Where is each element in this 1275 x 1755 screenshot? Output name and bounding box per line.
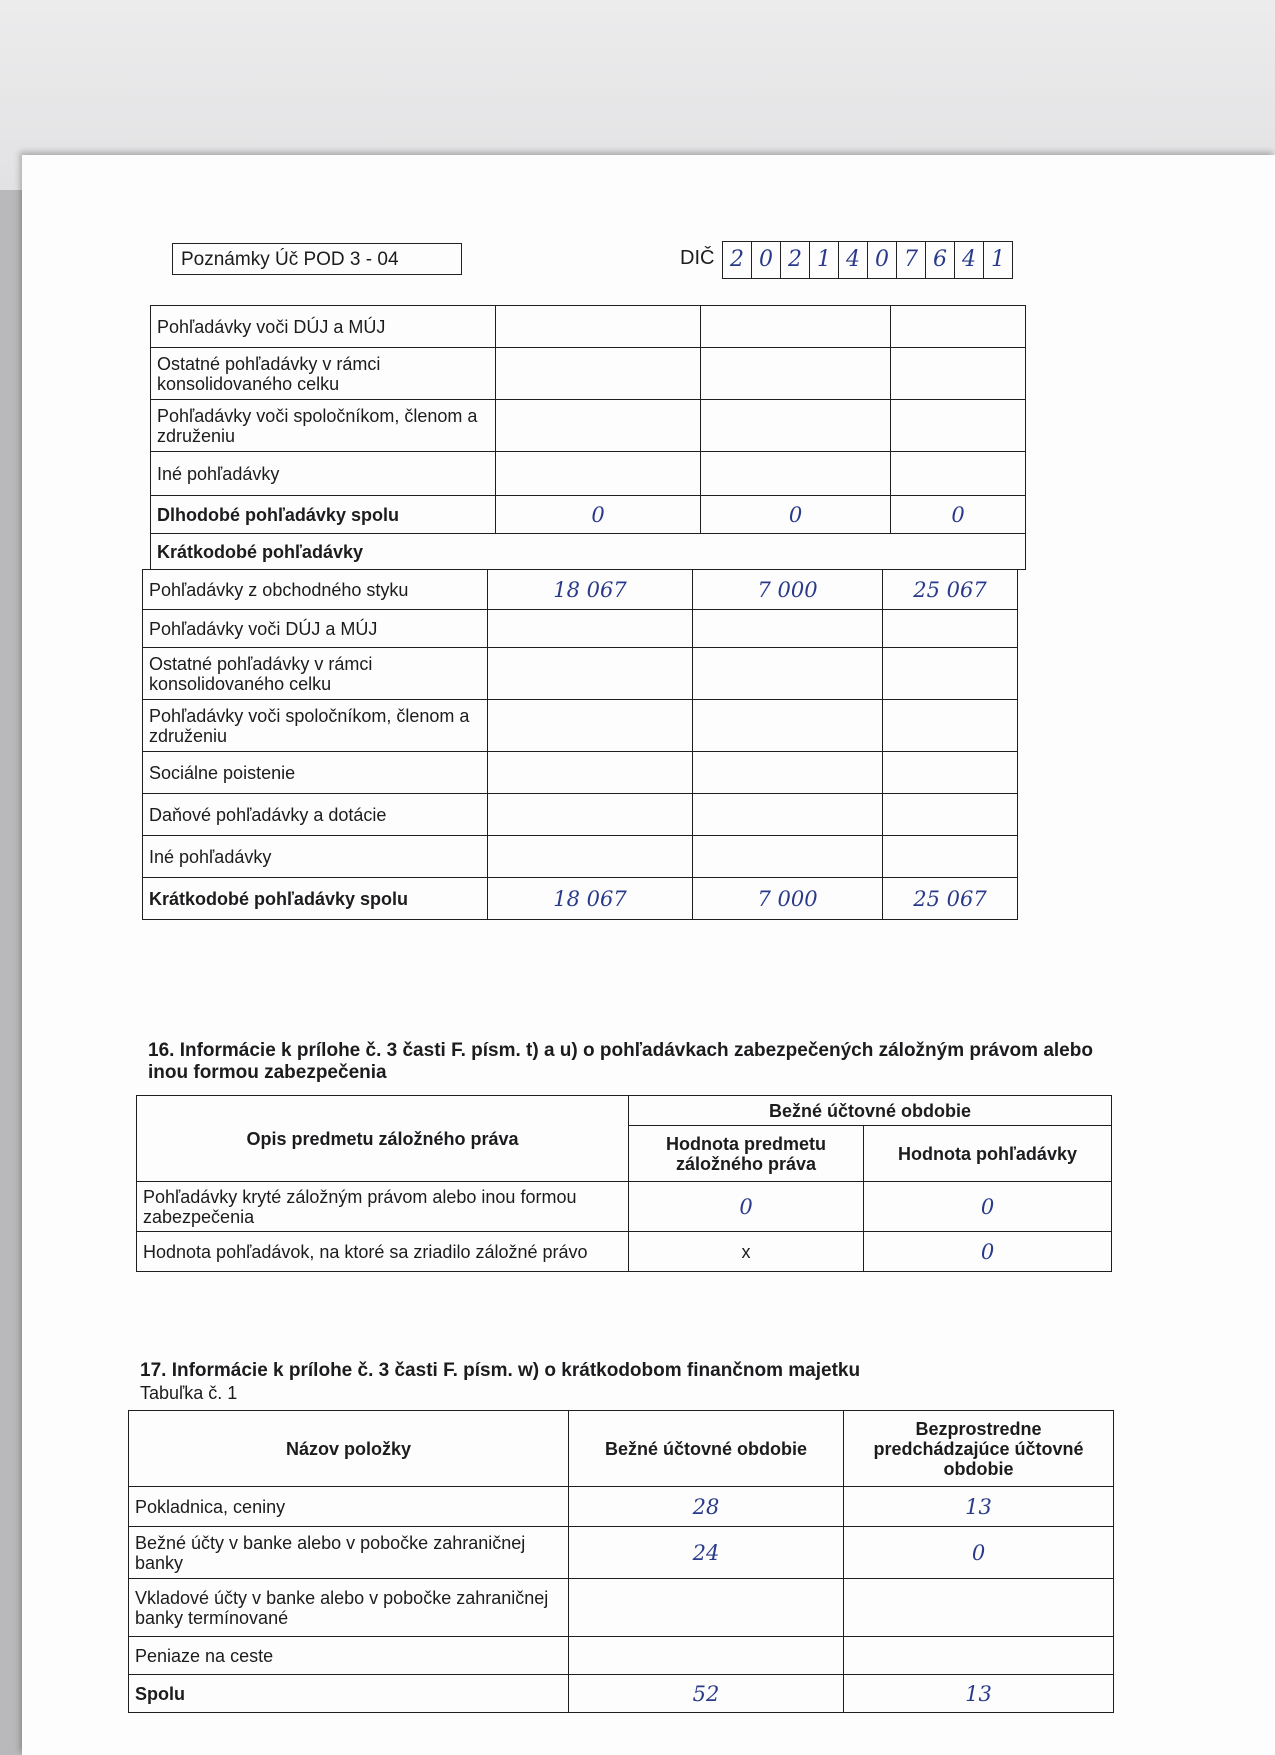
- row-label: Sociálne poistenie: [143, 752, 488, 794]
- value-cell: 25 067: [883, 878, 1018, 920]
- header-cell: Hodnota predmetu záložného práva: [629, 1126, 864, 1182]
- value-cell: [693, 836, 883, 878]
- value-cell: 7 000: [693, 878, 883, 920]
- section-16-title: 16. Informácie k prílohe č. 3 časti F. písm. t) a u) o pohľadávkach zabezpečených záložným právom alebo inou formou zabezpečenia: [148, 1040, 1093, 1083]
- dic-digit: 0: [868, 242, 897, 278]
- table-row: [143, 648, 1018, 700]
- section-17-table: [128, 1410, 1114, 1713]
- value-cell: 0: [629, 1182, 864, 1232]
- dic-digit: 1: [991, 247, 1005, 272]
- short-term-receivables-table: [142, 569, 1018, 920]
- table-row: [151, 452, 1026, 496]
- table-row: [137, 1232, 1112, 1272]
- row-label: Hodnota pohľadávok, na ktoré sa zriadilo záložné právo: [137, 1232, 629, 1272]
- table-header-row: [129, 1411, 1114, 1487]
- value-cell: [844, 1579, 1114, 1637]
- value-cell: [891, 306, 1026, 348]
- table-row: [137, 1182, 1112, 1232]
- table-row: [143, 610, 1018, 648]
- dic-digit: 1: [810, 242, 839, 278]
- value-cell: [883, 610, 1018, 648]
- value-cell: [693, 794, 883, 836]
- value-cell: [891, 400, 1026, 452]
- dic-field: [722, 241, 1013, 279]
- value-cell: [701, 400, 891, 452]
- table-row: [143, 836, 1018, 878]
- table-row: [143, 570, 1018, 610]
- dic-digit: 7: [897, 242, 926, 278]
- row-label: Krátkodobé pohľadávky spolu: [143, 878, 488, 920]
- value-cell: [891, 348, 1026, 400]
- value-cell: 0: [864, 1182, 1112, 1232]
- row-label: Spolu: [129, 1675, 569, 1713]
- value-cell: [701, 348, 891, 400]
- header-cell: Opis predmetu záložného práva: [137, 1096, 629, 1182]
- table-row: [143, 794, 1018, 836]
- value-cell: [693, 648, 883, 700]
- row-label: Vkladové účty v banke alebo v pobočke zahraničnej banky termínované: [129, 1579, 569, 1637]
- dic-digit: 6: [926, 242, 955, 278]
- value-cell: [569, 1637, 844, 1675]
- row-label: Daňové pohľadávky a dotácie: [143, 794, 488, 836]
- table-row-total: [151, 496, 1026, 534]
- value-cell: 0: [844, 1527, 1114, 1579]
- dic-digit: 2: [723, 242, 752, 278]
- value-cell: [569, 1579, 844, 1637]
- row-label: Pohľadávky voči DÚJ a MÚJ: [151, 306, 496, 348]
- table-row: [129, 1579, 1114, 1637]
- header-cell: Bežné účtovné obdobie: [569, 1411, 844, 1487]
- value-cell: [488, 648, 693, 700]
- dic-digit: 0: [752, 242, 781, 278]
- row-label: Pohľadávky voči DÚJ a MÚJ: [143, 610, 488, 648]
- table-section-header: [151, 534, 1026, 570]
- row-label: Pokladnica, ceniny: [129, 1487, 569, 1527]
- row-label: Bežné účty v banke alebo v pobočke zahraničnej banky: [129, 1527, 569, 1579]
- value-cell: 0: [864, 1232, 1112, 1272]
- section-17-subtitle: Tabuľka č. 1: [140, 1383, 238, 1403]
- value-cell: [844, 1637, 1114, 1675]
- table-header-row: [137, 1096, 1112, 1126]
- value-cell: [488, 700, 693, 752]
- value-cell: 0: [701, 496, 891, 534]
- form-page: [22, 155, 1275, 1755]
- table-row: [129, 1487, 1114, 1527]
- row-label: Pohľadávky voči spoločníkom, členom a združeniu: [143, 700, 488, 752]
- value-cell: [693, 700, 883, 752]
- value-cell: [883, 752, 1018, 794]
- value-cell: [883, 836, 1018, 878]
- value-cell: x: [629, 1232, 864, 1272]
- table-row: [143, 752, 1018, 794]
- value-cell: [883, 648, 1018, 700]
- row-label: Iné pohľadávky: [151, 452, 496, 496]
- section-16-table: [136, 1095, 1112, 1272]
- row-label: Pohľadávky kryté záložným právom alebo inou formou zabezpečenia: [137, 1182, 629, 1232]
- dic-label: DIČ: [680, 247, 715, 269]
- dic-digit: 2: [781, 242, 810, 278]
- table-row: [151, 348, 1026, 400]
- value-cell: 25 067: [883, 570, 1018, 610]
- header-cell: Bezprostredne predchádzajúce účtovné obdobie: [844, 1411, 1114, 1487]
- value-cell: 52: [569, 1675, 844, 1713]
- table-row: [129, 1527, 1114, 1579]
- value-cell: [496, 452, 701, 496]
- value-cell: 18 067: [488, 878, 693, 920]
- header-cell: Názov položky: [129, 1411, 569, 1487]
- value-cell: 24: [569, 1527, 844, 1579]
- value-cell: 13: [844, 1675, 1114, 1713]
- value-cell: [496, 306, 701, 348]
- section-title: Krátkodobé pohľadávky: [151, 534, 1026, 570]
- value-cell: [883, 700, 1018, 752]
- row-label: Dlhodobé pohľadávky spolu: [151, 496, 496, 534]
- value-cell: 28: [569, 1487, 844, 1527]
- value-cell: [488, 794, 693, 836]
- row-label: Peniaze na ceste: [129, 1637, 569, 1675]
- header-cell: Bežné účtovné obdobie: [629, 1096, 1112, 1126]
- value-cell: [496, 400, 701, 452]
- value-cell: 0: [496, 496, 701, 534]
- section-17-title: 17. Informácie k prílohe č. 3 časti F. písm. w) o krátkodobom finančnom majetku: [140, 1360, 861, 1381]
- value-cell: [891, 452, 1026, 496]
- row-label: Pohľadávky voči spoločníkom, členom a združeniu: [151, 400, 496, 452]
- table-row: [151, 400, 1026, 452]
- value-cell: [701, 306, 891, 348]
- row-label: Ostatné pohľadávky v rámci konsolidovaného celku: [143, 648, 488, 700]
- dic-digit: 4: [839, 242, 868, 278]
- table-row: [129, 1637, 1114, 1675]
- value-cell: 13: [844, 1487, 1114, 1527]
- row-label: Iné pohľadávky: [143, 836, 488, 878]
- row-label: Ostatné pohľadávky v rámci konsolidovaného celku: [151, 348, 496, 400]
- dic-digit: 4: [955, 242, 984, 278]
- value-cell: [693, 610, 883, 648]
- table-row: [143, 700, 1018, 752]
- row-label: Pohľadávky z obchodného styku: [143, 570, 488, 610]
- form-label: Poznámky Úč POD 3 - 04: [172, 243, 462, 275]
- table-row-total: [129, 1675, 1114, 1713]
- value-cell: 18 067: [488, 570, 693, 610]
- value-cell: [488, 610, 693, 648]
- value-cell: 0: [891, 496, 1026, 534]
- header-cell: Hodnota pohľadávky: [864, 1126, 1112, 1182]
- value-cell: [488, 836, 693, 878]
- table-row-total: [143, 878, 1018, 920]
- value-cell: [701, 452, 891, 496]
- value-cell: [693, 752, 883, 794]
- value-cell: [488, 752, 693, 794]
- long-term-receivables-table: [150, 305, 1026, 570]
- table-row: [151, 306, 1026, 348]
- value-cell: [496, 348, 701, 400]
- value-cell: [883, 794, 1018, 836]
- value-cell: 7 000: [693, 570, 883, 610]
